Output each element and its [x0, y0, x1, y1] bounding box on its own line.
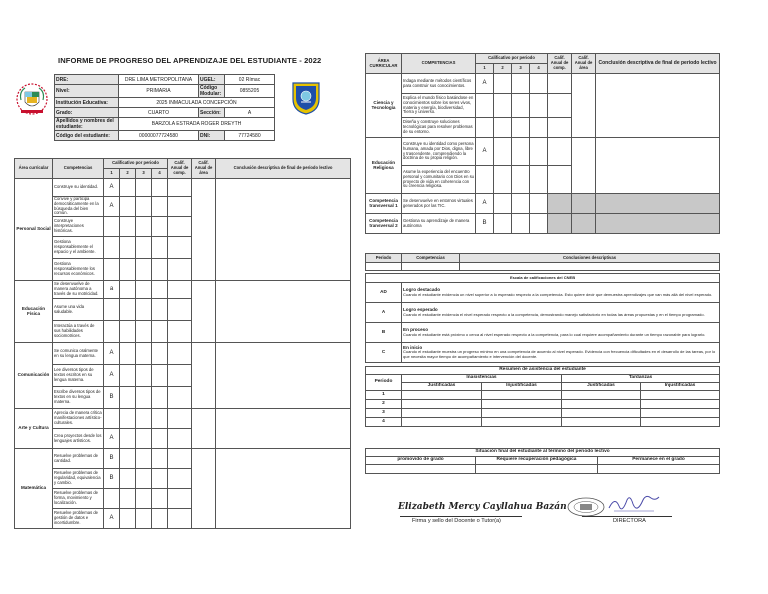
right-area-header: ÁREA CURRICULAR	[366, 54, 402, 74]
attendance-cell	[402, 418, 482, 427]
attendance-cell	[482, 391, 562, 400]
attendance-cell	[641, 418, 720, 427]
scale-description-cell	[402, 323, 720, 343]
grade-period-2	[120, 509, 136, 529]
grade-period-1	[104, 299, 120, 321]
grade-period-1: B	[476, 214, 494, 234]
conclusion-cell	[216, 409, 351, 449]
grade-period-4	[152, 489, 168, 509]
competencia-text: Construye su identidad como persona humana, amada por Dios, digna, libre y trascendente, comprendiendo la doctrina de su propia religión.	[402, 138, 476, 166]
grade-period-3	[136, 237, 152, 259]
scale-description-cell	[402, 343, 720, 363]
scale-code: AD	[366, 283, 402, 303]
right-calificativo-header: Calificativo por periodo	[476, 54, 548, 64]
grade-period-3	[512, 94, 530, 118]
grade-period-3	[136, 321, 152, 343]
table-row	[366, 138, 720, 166]
calif-anual-area	[572, 138, 596, 194]
competencia-text: Gestiona su aprendizaje de manera autónoma	[402, 214, 476, 234]
teacher-signature-name: Elizabeth Mercy Cayllahua Bazán	[398, 502, 567, 512]
grade-period-1: B	[104, 387, 120, 409]
calif-anual-area	[572, 194, 596, 214]
conclusion-cell	[216, 281, 351, 343]
grade-period-2	[120, 321, 136, 343]
conclusions-table	[365, 253, 720, 271]
grade-period-2	[120, 449, 136, 469]
grade-period-3	[512, 118, 530, 138]
area-name: Matemática	[15, 449, 53, 529]
right-calif-anual-area-header: Calif. Anual de área	[572, 54, 596, 74]
attendance-cell	[562, 391, 641, 400]
grade-period-4	[152, 217, 168, 237]
inasist-justificadas-header: Justificadas	[402, 383, 482, 391]
calif-anual-comp	[168, 299, 192, 321]
calif-anual-comp	[548, 214, 572, 234]
grade-period-1: A	[104, 509, 120, 529]
grade-period-4	[152, 281, 168, 299]
conclusion-cell	[596, 138, 720, 194]
grade-period-3	[136, 365, 152, 387]
competencia-text: Se desenvuelve de manera autónoma a través de su motricidad.	[53, 281, 104, 299]
attendance-table	[365, 366, 720, 427]
grade-period-1: A	[476, 138, 494, 166]
codigo-estudiante-label: Código del estudiante:	[55, 131, 119, 141]
grado-label: Grado:	[55, 108, 119, 118]
area-name: Personal Social	[15, 179, 53, 281]
competencia-text: Se comunica oralmente en su lengua materna.	[53, 343, 104, 365]
grade-period-4	[152, 321, 168, 343]
competencia-text: Gestiona responsablemente el espacio y el ambiente.	[53, 237, 104, 259]
calif-anual-comp	[168, 449, 192, 469]
conclusion-cell	[216, 343, 351, 409]
competencia-text: Lee diversos tipos de textos escritos en su lengua materna.	[53, 365, 104, 387]
grade-period-2	[120, 409, 136, 429]
grade-period-3	[136, 387, 152, 409]
grade-period-3	[136, 429, 152, 449]
grade-period-4	[152, 509, 168, 529]
grade-period-1: a	[104, 281, 120, 299]
grade-period-4	[530, 214, 548, 234]
attendance-cell	[482, 418, 562, 427]
conclusion-header: Conclusión descriptiva de final de periodo lectivo	[216, 159, 351, 179]
nivel-value: PRIMARIA	[119, 85, 199, 98]
competencia-text: Resuelve problemas de cantidad.	[53, 449, 104, 469]
grade-period-1	[104, 237, 120, 259]
student-info-table	[54, 74, 275, 141]
competencia-text: Resuelve problemas de gestión de datos e incertidumbre.	[53, 509, 104, 529]
scale-code: A	[366, 303, 402, 323]
institucion-value: 2025 INMACULADA CONCEPCIÓN	[119, 98, 275, 108]
grade-period-1	[476, 118, 494, 138]
nombre-value: BARZOLA ESTRADA ROGER DREYTH	[119, 118, 275, 131]
scale-level-name: En proceso	[403, 326, 429, 332]
attendance-cell	[402, 400, 482, 409]
grade-period-3	[512, 138, 530, 166]
calif-anual-comp	[168, 429, 192, 449]
calif-anual-comp	[168, 179, 192, 197]
grade-period-3	[136, 217, 152, 237]
table-row	[366, 214, 720, 234]
table-row	[366, 194, 720, 214]
attendance-cell	[402, 409, 482, 418]
conclusions-periodo-header: Periodo	[366, 254, 402, 263]
dre-label: DRE:	[55, 75, 119, 85]
conclusions-descriptivas-header: Conclusiones descriptivas	[460, 254, 720, 263]
grade-period-3	[136, 449, 152, 469]
competencia-text: Interactúa a través de sus habilidades sociomotrices.	[53, 321, 104, 343]
grade-period-4	[530, 74, 548, 94]
grade-period-2	[120, 197, 136, 217]
codigo-estudiante-value: 00000077724580	[119, 131, 199, 141]
final-situation-table	[365, 448, 720, 474]
inasist-injustificadas-header: Injustificadas	[482, 383, 562, 391]
tard-injustificadas-header: Injustificadas	[641, 383, 720, 391]
calif-anual-area	[192, 409, 216, 449]
table-row	[15, 449, 351, 469]
teacher-signature-label: Firma y sello del Docente o Tutor(a)	[412, 518, 501, 524]
grade-period-3	[136, 299, 152, 321]
scale-row	[366, 323, 720, 343]
calif-anual-area	[572, 74, 596, 138]
grade-period-2	[120, 429, 136, 449]
grade-period-1	[104, 409, 120, 429]
calif-anual-comp	[168, 197, 192, 217]
grade-period-3	[512, 214, 530, 234]
competencia-text: Resuelve problemas de regularidad, equivalencia y cambio.	[53, 469, 104, 489]
right-conclusion-header: Conclusión descriptiva de final de periodo lectivo	[596, 54, 720, 74]
grade-period-2	[494, 74, 512, 94]
grade-period-2	[120, 217, 136, 237]
grade-period-3	[136, 197, 152, 217]
competencia-text: Gestiona responsablemente los recursos económicos.	[53, 259, 104, 281]
attendance-title: Resumen de asistencia del estudiante	[366, 367, 720, 375]
right-calif-anual-comp-header: Calif. Anual de comp.	[548, 54, 572, 74]
calif-anual-comp	[548, 74, 572, 94]
scale-level-description: Cuando el estudiante evidencia un nivel superior a lo esperado respecto a la competencia. Esto quiere decir que demuestra aprendizajes que van más allá del nivel esperado.	[403, 291, 713, 297]
calif-anual-comp	[168, 321, 192, 343]
attendance-cell	[641, 400, 720, 409]
attendance-period: 2	[366, 400, 402, 409]
calif-anual-comp	[168, 509, 192, 529]
final-title: Situación final del estudiante al término del periodo lectivo	[366, 449, 720, 457]
competencia-text: Aprecia de manera crítica manifestaciones artístico-culturales.	[53, 409, 104, 429]
director-signature-line	[582, 516, 672, 517]
grade-period-1: A	[104, 429, 120, 449]
grade-period-4	[152, 179, 168, 197]
grade-period-1: A	[104, 197, 120, 217]
scale-description-cell	[402, 283, 720, 303]
grade-period-2	[120, 179, 136, 197]
peru-coat-of-arms-logo	[13, 80, 51, 118]
right-competencias-header: COMPETENCIAS	[402, 54, 476, 74]
period-4-header: 4	[152, 169, 168, 179]
competencia-text: Asume la experiencia del encuentro personal y comunitario con Dios en su proyecto de vida en coherencia con su creencia religiosa.	[402, 166, 476, 194]
competencia-text: Crea proyectos desde los lenguajes artísticos.	[53, 429, 104, 449]
attendance-cell	[641, 391, 720, 400]
grade-period-2	[120, 281, 136, 299]
grade-period-1: B	[104, 469, 120, 489]
attendance-period: 4	[366, 418, 402, 427]
calif-anual-comp	[548, 166, 572, 194]
grade-period-4	[530, 138, 548, 166]
right-period-3-header: 3	[512, 64, 530, 74]
attendance-cell	[402, 391, 482, 400]
grade-period-3	[512, 74, 530, 94]
grade-period-1: A	[104, 365, 120, 387]
conclusion-cell	[596, 74, 720, 138]
director-label: DIRECTORA	[613, 518, 646, 524]
right-period-1-header: 1	[476, 64, 494, 74]
competencia-text: Resuelve problemas de forma, movimiento y localización.	[53, 489, 104, 509]
attendance-row	[366, 391, 720, 400]
competencia-text: Construye interpretaciones históricas.	[53, 217, 104, 237]
grade-period-3	[136, 281, 152, 299]
calif-anual-comp	[168, 365, 192, 387]
conclusions-competencias-header: Competencias	[402, 254, 460, 263]
area-name: Educación Religiosa	[366, 138, 402, 194]
area-name: Ciencia y Tecnología	[366, 74, 402, 138]
competencia-text: Se desenvuelve en entornos virtuales generados por las TIC.	[402, 194, 476, 214]
grade-period-3	[136, 489, 152, 509]
grade-period-4	[152, 197, 168, 217]
scale-level-name: Logro esperado	[403, 306, 438, 312]
grade-period-4	[152, 409, 168, 429]
grade-period-1: A	[104, 179, 120, 197]
grade-period-4	[152, 387, 168, 409]
attendance-row	[366, 418, 720, 427]
right-period-4-header: 4	[530, 64, 548, 74]
grade-period-4	[152, 469, 168, 489]
grade-period-1	[104, 321, 120, 343]
grade-period-1	[104, 259, 120, 281]
dni-label: DNI:	[199, 131, 225, 141]
calif-anual-comp-header: Calif. Anual de comp.	[168, 159, 192, 179]
dre-value: DRE LIMA METROPOLITANA	[119, 75, 199, 85]
scale-level-name: En inicio	[403, 344, 423, 350]
calif-anual-area	[572, 214, 596, 234]
calif-anual-comp	[168, 469, 192, 489]
competencia-text: Diseña y construye soluciones tecnológicas para resolver problemas de su entorno.	[402, 118, 476, 138]
area-header: Área curricular	[15, 159, 53, 179]
dni-value: 77724580	[225, 131, 275, 141]
calificativo-header: Calificativo por periodo	[104, 159, 168, 169]
report-title: INFORME DE PROGRESO DEL APRENDIZAJE DEL ESTUDIANTE - 2022	[58, 56, 322, 65]
calif-anual-comp	[168, 237, 192, 259]
scale-code: C	[366, 343, 402, 363]
grade-period-3	[136, 179, 152, 197]
grade-period-2	[120, 469, 136, 489]
competencia-text: Construye su identidad.	[53, 179, 104, 197]
teacher-signature-line	[400, 516, 522, 517]
grado-value: CUARTO	[119, 108, 199, 118]
scale-row	[366, 283, 720, 303]
right-period-2-header: 2	[494, 64, 512, 74]
grades-table-right	[365, 53, 720, 234]
period-3-header: 3	[136, 169, 152, 179]
grade-period-2	[120, 299, 136, 321]
grade-period-3	[512, 166, 530, 194]
attendance-cell	[562, 400, 641, 409]
grade-period-1	[476, 166, 494, 194]
promovido-header: promovido de grado	[366, 457, 476, 465]
grade-period-2	[494, 214, 512, 234]
scale-row	[366, 303, 720, 323]
grade-period-4	[152, 365, 168, 387]
attendance-cell	[562, 409, 641, 418]
competencia-text: Convive y participa democráticamente en la búsqueda del bien común.	[53, 197, 104, 217]
grade-period-1	[476, 94, 494, 118]
calif-anual-comp	[168, 409, 192, 429]
grade-period-4	[152, 449, 168, 469]
attendance-row	[366, 400, 720, 409]
scale-level-name: Logro destacado	[403, 286, 441, 292]
scale-row	[366, 343, 720, 363]
conclusion-cell	[596, 194, 720, 214]
scale-level-description: Cuando el estudiante está próximo o cerca al nivel esperado respecto a la competencia, para lo cual requiere acompañamiento durante un tiempo razonable para lograrlo.	[403, 331, 706, 337]
attendance-period: 3	[366, 409, 402, 418]
grade-period-1: A	[476, 74, 494, 94]
area-name: Educación Física	[15, 281, 53, 343]
table-row	[15, 343, 351, 365]
nombre-label: Apellidos y nombres del estudiante:	[55, 118, 119, 131]
scale-level-description: Cuando el estudiante muestra un progreso mínimo en una competencia de acuerdo al nivel esperado. Evidencia con frecuencia dificultades en el desarrollo de las tareas, por lo que necesita mayor tiempo de acompañamiento e intervención del docente.	[403, 349, 716, 359]
ugel-label: UGEL:	[199, 75, 225, 85]
competencia-text: Explica el mundo físico basándose en conocimientos sobre los seres vivos, materia y energía, biodiversidad, Tierra y universo.	[402, 94, 476, 118]
competencia-text: Indaga mediante métodos científicos para construir sus conocimientos.	[402, 74, 476, 94]
ugel-value: 02 Rímac	[225, 75, 275, 85]
grade-period-3	[512, 194, 530, 214]
grade-period-2	[494, 194, 512, 214]
director-seal-icon	[566, 496, 606, 518]
calif-anual-comp	[168, 259, 192, 281]
calif-anual-comp	[168, 387, 192, 409]
area-name: Comunicación	[15, 343, 53, 409]
seccion-value: A	[225, 108, 275, 118]
competencia-text: Asume una vida saludable.	[53, 299, 104, 321]
calif-anual-comp	[168, 281, 192, 299]
cneb-scale-table	[365, 273, 720, 363]
grade-period-2	[120, 387, 136, 409]
calif-anual-area-header: Calif. Anual de área	[192, 159, 216, 179]
attendance-cell	[482, 400, 562, 409]
calif-anual-comp	[548, 194, 572, 214]
grade-period-2	[120, 259, 136, 281]
grade-period-1	[104, 217, 120, 237]
calif-anual-area	[192, 179, 216, 281]
grade-period-2	[120, 365, 136, 387]
codigo-modular-label: Código Modular:	[199, 85, 225, 98]
attendance-cell	[641, 409, 720, 418]
attendance-cell	[482, 409, 562, 418]
calif-anual-comp	[168, 489, 192, 509]
grade-period-2	[494, 118, 512, 138]
conclusion-cell	[216, 179, 351, 281]
calif-anual-area	[192, 449, 216, 529]
permanece-header: Permanece en el grado	[598, 457, 720, 465]
table-row	[366, 74, 720, 94]
grade-period-1: B	[104, 449, 120, 469]
grade-period-4	[530, 166, 548, 194]
calif-anual-area	[192, 281, 216, 343]
period-1-header: 1	[104, 169, 120, 179]
attendance-cell	[562, 418, 641, 427]
grade-period-2	[120, 343, 136, 365]
tard-justificadas-header: Justificadas	[562, 383, 641, 391]
codigo-modular-value: 0855205	[225, 85, 275, 98]
school-crest-logo	[290, 80, 322, 116]
calif-anual-comp	[548, 138, 572, 166]
conclusion-cell	[216, 449, 351, 529]
institucion-label: Institución Educativa:	[55, 98, 119, 108]
scale-level-description: Cuando el estudiante evidencia el nivel esperado respecto a la competencia, demostrando manejo satisfactorio en todas las áreas propuestas y en el tiempo programado.	[403, 311, 705, 317]
attendance-row	[366, 409, 720, 418]
grade-period-4	[530, 94, 548, 118]
attendance-periodo-header: Periodo	[366, 375, 402, 391]
calif-anual-comp	[548, 118, 572, 138]
transversal-name: Competencia transversal 1	[366, 194, 402, 214]
seccion-label: Sección:	[199, 108, 225, 118]
calif-anual-comp	[168, 343, 192, 365]
calif-anual-comp	[168, 217, 192, 237]
grade-period-2	[494, 166, 512, 194]
grade-period-4	[152, 237, 168, 259]
grade-period-1: A	[104, 343, 120, 365]
scale-description-cell	[402, 303, 720, 323]
grade-period-4	[152, 343, 168, 365]
nivel-label: Nivel:	[55, 85, 119, 98]
scale-title: Escala de calificaciones del CNEB	[366, 274, 720, 283]
grade-period-2	[120, 489, 136, 509]
grade-period-4	[152, 429, 168, 449]
director-signature-icon	[606, 494, 662, 516]
transversal-name: Competencia transversal 2	[366, 214, 402, 234]
table-row	[15, 179, 351, 197]
grades-table-left	[14, 158, 351, 529]
tardanzas-header: Tardanzas	[562, 375, 720, 383]
grade-period-4	[152, 259, 168, 281]
grade-period-4	[152, 299, 168, 321]
grade-period-3	[136, 343, 152, 365]
grade-period-2	[494, 94, 512, 118]
grade-period-4	[530, 194, 548, 214]
period-2-header: 2	[120, 169, 136, 179]
grade-period-3	[136, 409, 152, 429]
grade-period-1: A	[476, 194, 494, 214]
grade-period-3	[136, 259, 152, 281]
competencias-header: Competencias	[53, 159, 104, 179]
conclusion-cell	[596, 214, 720, 234]
inasistencias-header: Inasistencias	[402, 375, 562, 383]
scale-code: B	[366, 323, 402, 343]
grade-period-1	[104, 489, 120, 509]
grade-period-2	[120, 237, 136, 259]
grade-period-2	[494, 138, 512, 166]
recuperacion-header: Requiere recuperación pedagógica	[476, 457, 598, 465]
table-row	[15, 409, 351, 429]
calif-anual-area	[192, 343, 216, 409]
competencia-text: Escribe diversos tipos de textos en su lengua materna.	[53, 387, 104, 409]
grade-period-3	[136, 469, 152, 489]
table-row	[15, 281, 351, 299]
area-name: Arte y Cultura	[15, 409, 53, 449]
calif-anual-comp	[548, 94, 572, 118]
grade-period-4	[530, 118, 548, 138]
attendance-period: 1	[366, 391, 402, 400]
grade-period-3	[136, 509, 152, 529]
